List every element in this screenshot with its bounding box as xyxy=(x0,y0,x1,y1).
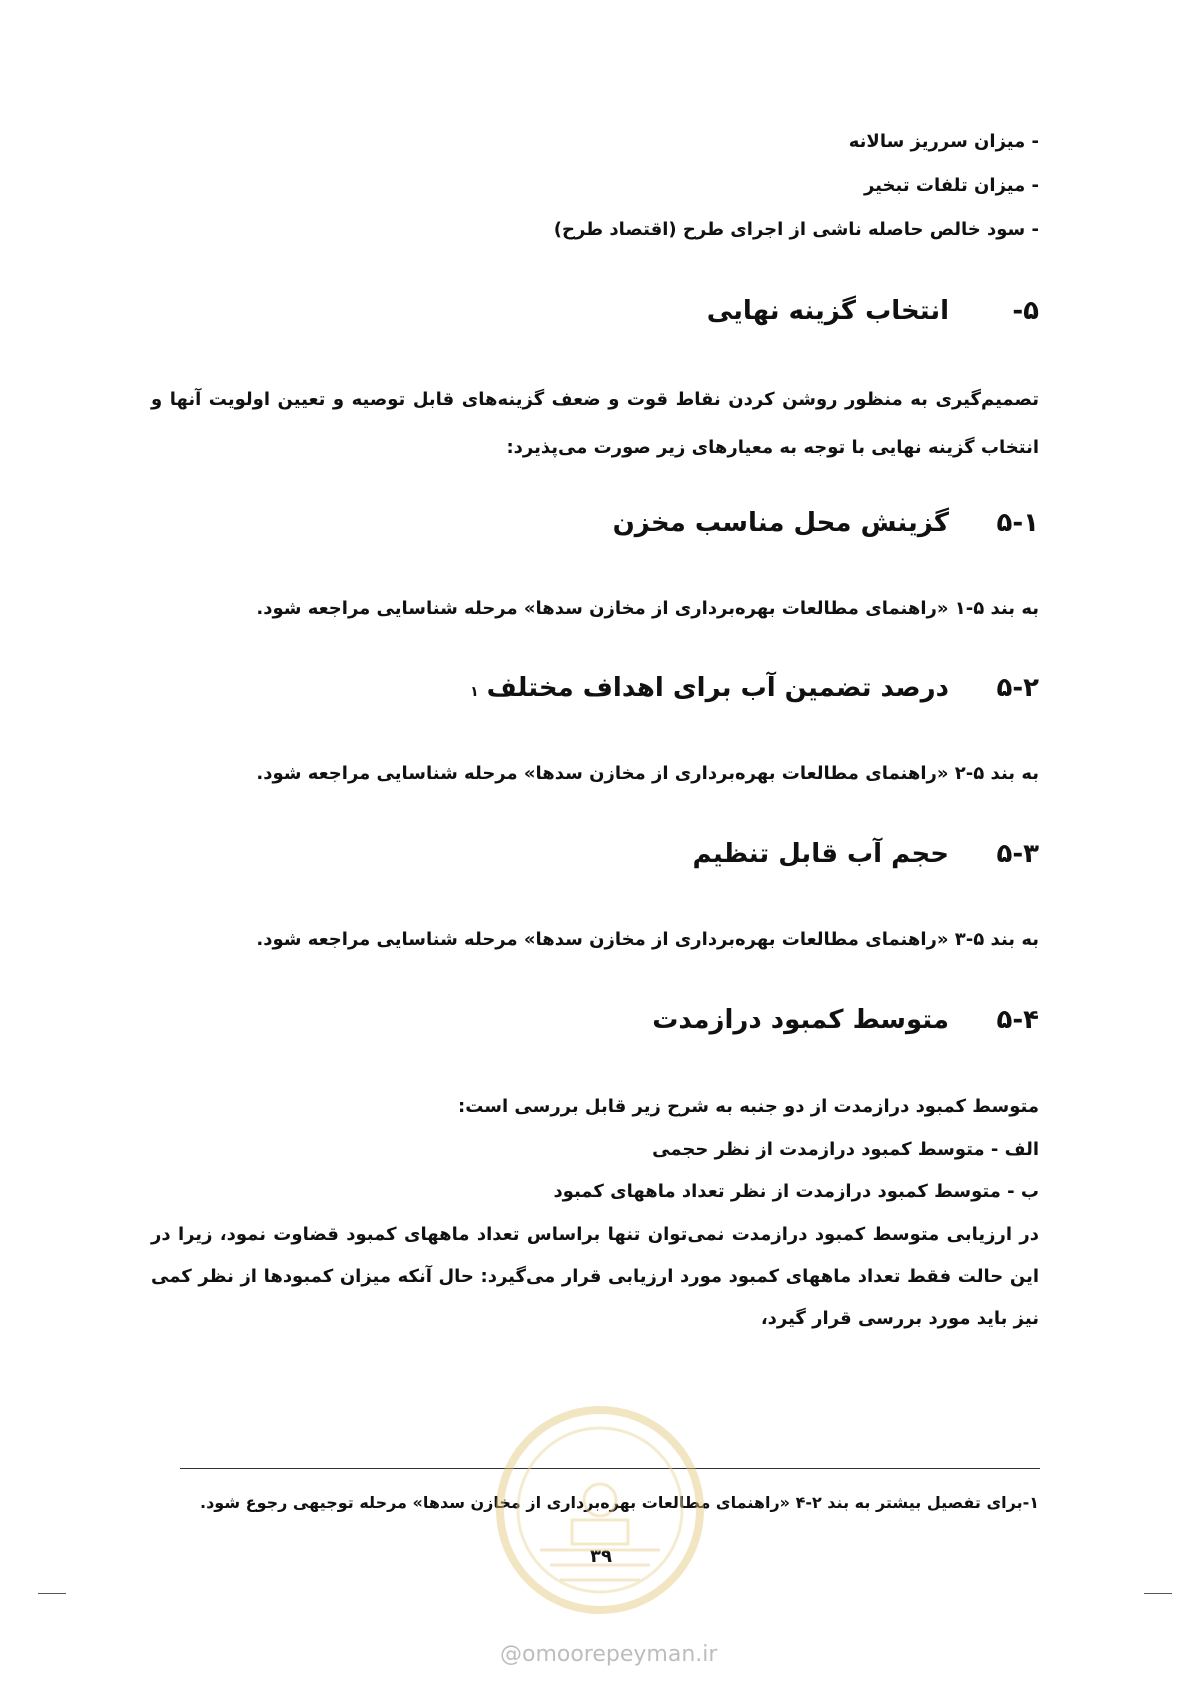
footnote-marker: ۱ xyxy=(470,684,479,700)
subsection-title: متوسط کمبود درازمدت xyxy=(652,1005,949,1035)
page-number: ۳۹ xyxy=(590,1546,612,1567)
subsection-title: حجم آب قابل تنظیم xyxy=(692,839,949,869)
section-5-intro: تصمیم‌گیری به منظور روشن کردن نقاط قوت و ضعف گزینه‌های قابل توصیه و تعیین اولویت آنها و انتخاب گزینه نهایی با توجه به معیارهای زیر صورت می‌پذیرد: xyxy=(151,389,1039,458)
section-5-4-item-b: ب - متوسط کمبود درازمدت از نظر تعداد ماههای کمبود xyxy=(553,1181,1039,1202)
footnote-1: ۱-برای تفصیل بیشتر به بند ۲-۴ «راهنمای مطالعات بهره‌برداری از مخازن سدها» مرحله توجیهی رجوع شود. xyxy=(200,1493,1039,1512)
section-number: ۵- xyxy=(1012,296,1039,326)
subsection-title: گزینش محل مناسب مخزن xyxy=(612,508,949,538)
subsection-5-3-text: به بند ۵-۳ «راهنمای مطالعات بهره‌برداری از مخازن سدها» مرحله شناسایی مراجعه شود. xyxy=(256,929,1039,950)
left-edge-mark xyxy=(38,1593,66,1594)
watermark-url-text: omoorepeyman.ir xyxy=(522,1642,718,1667)
subsection-number: ۵-۲ xyxy=(996,673,1039,703)
watermark-url xyxy=(500,1642,717,1667)
at-sign-icon: @ xyxy=(500,1642,522,1667)
bullet-annual-overflow: - میزان سرریز سالانه xyxy=(848,131,1039,152)
section-title: انتخاب گزینه نهایی xyxy=(706,296,949,326)
subsection-5-2-text: به بند ۵-۲ «راهنمای مطالعات بهره‌برداری از مخازن سدها» مرحله شناسایی مراجعه شود. xyxy=(256,763,1039,784)
section-5-4-intro-line: متوسط کمبود درازمدت از دو جنبه به شرح زیر قابل بررسی است: xyxy=(458,1096,1039,1117)
section-5-4-item-a: الف - متوسط کمبود درازمدت از نظر حجمی xyxy=(652,1139,1039,1160)
watermark-seal-icon xyxy=(480,1400,720,1620)
subsection-5-4-heading xyxy=(652,1005,1039,1035)
bullet-net-profit: - سود خالص حاصله ناشی از اجرای طرح (اقتصاد طرح) xyxy=(553,219,1039,240)
subsection-title: درصد تضمین آب برای اهداف مختلف xyxy=(486,673,949,703)
subsection-5-2-heading xyxy=(470,673,1039,703)
section-5-4-paragraph: در ارزیابی متوسط کمبود درازمدت نمی‌توان تنها براساس تعداد ماههای کمبود قضاوت نمود، زیرا در این حالت فقط تعداد ماههای کمبود مورد ارزیابی قرار می‌گیرد: حال آنکه میزان کمبودها از نظر کمی نیز باید مورد بررسی قرار گیرد، xyxy=(151,1224,1039,1329)
subsection-5-1-heading xyxy=(613,508,1039,538)
subsection-number: ۵-۴ xyxy=(996,1005,1039,1035)
subsection-number: ۵-۱ xyxy=(996,508,1039,538)
bullet-evaporation-loss: - میزان تلفات تبخیر xyxy=(863,175,1039,196)
right-edge-mark xyxy=(1144,1593,1172,1594)
section-5-heading xyxy=(707,296,1039,326)
subsection-5-1-text: به بند ۵-۱ «راهنمای مطالعات بهره‌برداری از مخازن سدها» مرحله شناسایی مراجعه شود. xyxy=(256,598,1039,619)
subsection-number: ۵-۳ xyxy=(996,839,1039,869)
subsection-5-3-heading xyxy=(692,839,1039,869)
